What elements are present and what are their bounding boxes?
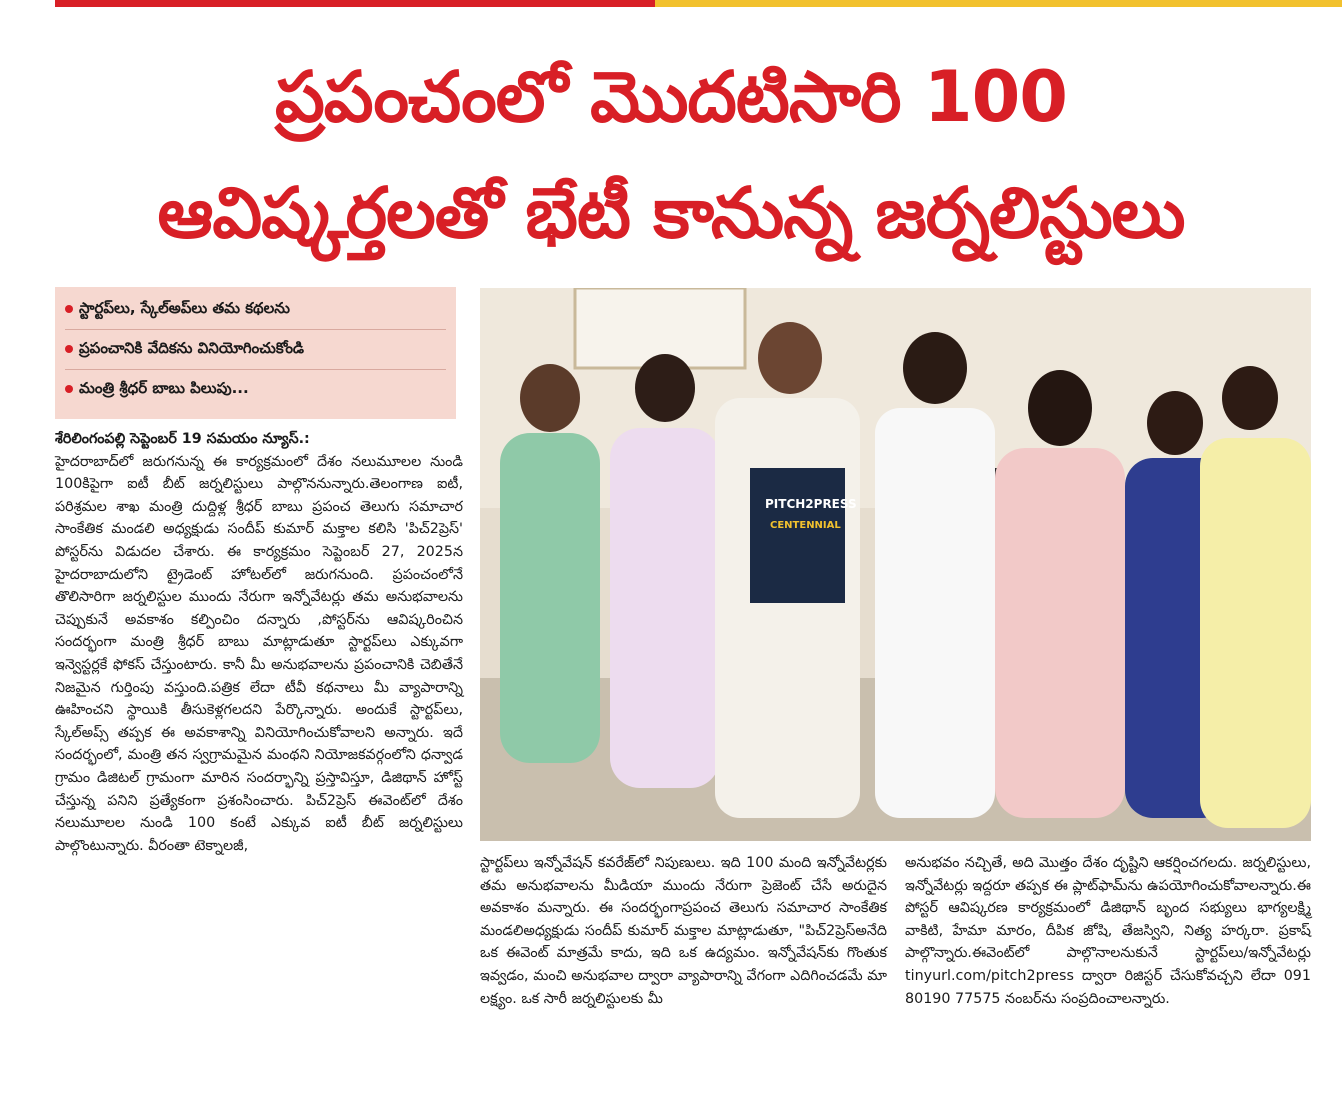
top-color-bar (0, 0, 1342, 8)
highlight-divider (65, 329, 446, 330)
bullet-icon (65, 345, 73, 353)
article-body-3: అనుభవం నచ్చితే, అది మొత్తం దేశం దృష్టిని ఆకర్షించగలదు. జర్నలిస్టులు, ఇన్నోవేటర్లు ఇద్దరూ తప్పక ఈ ప్లాట్‌ఫామ్‌ను ఉపయోగించుకోవాలన్నారు.ఈ పోస్టర్ ఆవిష్కరణ కార్యక్రమంలో డిజిథాన్ బృంద సభ్యులు భాగ్యలక్ష్మి వాకిటి, హేమా మారం, దీపిక జోషి, తేజస్విని, నిత్య హర్కరా. ప్రకాష్ పాల్గొన్నారు.ఈవెంట్‌లో పాల్గొనాలనుకునే స్టార్టప్‌లు/ఇన్నోవేటర్లు tinyurl.com/pitch2press ద్వారా రిజిస్టర్ చేసుకోవచ్చని లేదా 091 80190 77575 నంబర్‌ను సంప్రదించాలన్నారు. (905, 855, 1311, 1007)
article-column-3 (905, 852, 1311, 1010)
poster-text-1: PITCH2PRESS (765, 497, 857, 511)
article-body-2: స్టార్టప్‌లు ఇన్నోవేషన్ కవరేజ్‌లో నిపుణులు. ఇది 100 మంది ఇన్నోవేటర్లకు తమ అనుభవాలను మీడియా ముందు నేరుగా ప్రెజెంట్ చేసే అరుదైన అవకాశం మన్నారు. ఈ సందర్భంగాప్రపంచ తెలుగు సమాచార సాంకేతిక మండలిఅధ్యక్షుడు సందీప్ కుమార్ మక్తాల మాట్లాడుతూ, "పిచ్2ప్రెస్అనేది ఒక ఈవెంట్ మాత్రమే కాదు, ఇది ఒక ఉద్యమం. ఇన్నోవేషన్‌కు గొంతుక ఇవ్వడం, మంచి అనుభవాల ద్వారా వ్యాపారాన్ని వేగంగా ఎదిగించడమే మా లక్ష్యం. ఒక సారీ జర్నలిస్టులకు మీ (480, 855, 887, 1007)
dateline: శేరిలింగంపల్లి సెప్టెంబర్ 19 సమయం న్యూస్.: (55, 431, 310, 447)
highlight-item: మంత్రి శ్రీధర్ బాబు పిలుపు... (65, 379, 249, 401)
article-body-1: హైదరాబాద్‌లో జరుగనున్న ఈ కార్యక్రమంలో దేశం నలుమూలల నుండి 100కిపైగా ఐటీ బీట్ జర్నలిస్టులు పాల్గొననున్నారు.తెలంగాణ ఐటీ, పరిశ్రమల శాఖ మంత్రి దుద్దిళ్ల శ్రీధర్ బాబు ప్రపంచ తెలుగు సమాచార సాంకేతిక మండలి అధ్యక్షుడు సందీప్ కుమార్ మక్తాల కలిసి 'పిచ్2ప్రెస్' పోస్టర్‌ను విడుదల చేశారు. ఈ కార్యక్రమం సెప్టెంబర్ 27, 2025న హైదరాబాదులోని ట్రైడెంట్ హోటల్‌లో జరుగనుంది. ప్రపంచంలోనే తొలిసారిగా జర్నలిస్టుల ముందు నేరుగా ఇన్నోవేటర్లు తమ అనుభవాలను చెప్పుకునే అవకాశం కల్పించిం దన్నారు ,పోస్టర్‌ను ఆవిష్కరించిన సందర్భంగా మంత్రి శ్రీధర్ బాబు మాట్లాడుతూ స్టార్టప్‌లు ఎక్కువగా ఇన్వెస్టర్లకే ఫోకస్ చేస్తుంటారు. కానీ మీ అనుభవాలను ప్రపంచానికి చెబితేనే నిజమైన గుర్తింపు వస్తుంది.పత్రిక లేదా టీవీ కథనాలు మీ వ్యాపారాన్ని ఊహించని స్థాయికి తీసుకెళ్లగలదని పేర్కొన్నారు. అందుకే స్టార్టప్‌లు, స్కేల్‌అప్స్ తప్పక ఈ అవకాశాన్ని వినియోగించుకోవాలని అన్నారు. ఇదే సందర్భంలో, మంత్రి తన స్వగ్రామమైన మంథని నియోజకవర్గంలోని ధన్వాడ గ్రామం డిజిటల్ గ్రామంగా మారిన సందర్భాన్ని ప్రస్తావిస్తూ, డిజిథాన్ హోస్ట్ చేస్తున్న పనిని ప్రత్యేకంగా ప్రశంసించారు. పిచ్2ప్రెస్ ఈవెంట్‌లో దేశం నలుమూలల నుండి 100 కంటే ఎక్కువ ఐటీ బీట్ జర్నలిస్టులు పాల్గొంటున్నారు. వీరంతా టెక్నాలజీ, (55, 453, 463, 854)
highlight-item: ప్రపంచానికి వేదికను వినియోగించుకోండి (65, 339, 304, 361)
bullet-icon (65, 385, 73, 393)
poster-text-2: CENTENNIAL (770, 520, 841, 531)
photo-illustration (480, 288, 1311, 841)
bullet-icon (65, 305, 73, 313)
headline-line-2: ఆవిష్కర్తలతో భేటీ కానున్న జర్నలిస్టులు (157, 172, 1185, 254)
headline-line-1: ప్రపంచంలో మొదటిసారి 100 (274, 56, 1068, 138)
top-bar-red (55, 0, 655, 7)
top-bar-yellow (655, 0, 1342, 7)
news-photo (480, 288, 1311, 841)
article-column-1 (55, 428, 463, 857)
highlight-item: స్టార్టప్‌లు, స్కేల్‌అప్‌లు తమ కథలను (65, 299, 290, 321)
highlight-divider (65, 369, 446, 370)
highlights-box (55, 287, 456, 419)
article-column-2 (480, 852, 887, 1010)
